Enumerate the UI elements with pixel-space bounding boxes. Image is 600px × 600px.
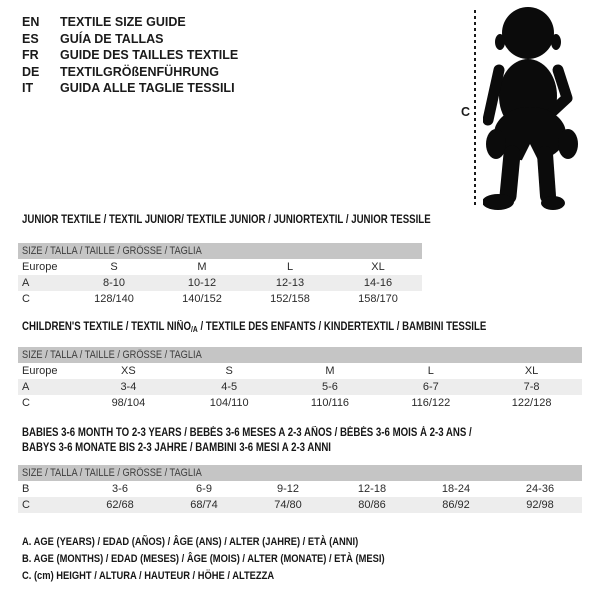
legend-line-a: A. AGE (YEARS) / EDAD (AÑOS) / ÂGE (ANS) / ALTER (JAHRE) / ETÀ (ANNI) — [22, 536, 359, 548]
age-cell: 8-10 — [102, 277, 126, 289]
language-label: GUÍA DE TALLAS — [60, 31, 164, 46]
babies-table-title — [22, 426, 557, 456]
junior-table-title: JUNIOR TEXTILE / TEXTIL JUNIOR/ TEXTILE JUNIOR / JUNIORTEXTIL / JUNIOR TESSILE — [22, 214, 431, 226]
table-row-europe — [18, 363, 582, 379]
size-header-label: SIZE / TALLA / TAILLE / GRÖSSE / TAGLIA — [22, 467, 202, 479]
size-cell: XS — [121, 365, 136, 377]
language-label: TEXTILGRÖßENFÜHRUNG — [60, 64, 220, 79]
table-row-height — [18, 497, 582, 513]
height-cell: 74/80 — [274, 499, 302, 511]
age-cell: 14-16 — [363, 277, 393, 289]
children-size-table — [18, 347, 582, 411]
height-cell: 152/158 — [270, 293, 310, 305]
size-header-bar — [18, 465, 582, 481]
months-cell: 6-9 — [196, 483, 212, 495]
size-cell: S — [110, 261, 118, 273]
size-header-bar — [18, 243, 422, 259]
months-cell: 9-12 — [276, 483, 300, 495]
age-cell: 5-6 — [322, 381, 338, 393]
size-cell: L — [286, 261, 294, 273]
children-title-main: CHILDREN'S TEXTILE / TEXTIL NIÑO — [22, 321, 192, 333]
babies-title-line2: BABYS 3-6 MONATE BIS 2-3 JAHRE / BAMBINI 3-6 MESI A 2-3 ANNI — [22, 442, 331, 454]
height-cell: 110/116 — [310, 397, 350, 409]
measure-legend — [22, 534, 449, 585]
language-row — [22, 80, 238, 97]
table-row-height — [18, 395, 582, 411]
age-cell: 4-5 — [221, 381, 238, 393]
age-cell: 7-8 — [523, 381, 540, 393]
height-cell: 92/98 — [526, 499, 554, 511]
months-cell: 3-6 — [112, 483, 128, 495]
babies-title-line1: BABIES 3-6 MONTH TO 2-3 YEARS / BEBÉS 3-6 MESES A 2-3 AÑOS / BÉBÉS 3-6 MOIS À 2-3 ANS / — [22, 427, 472, 439]
size-header-label: SIZE / TALLA / TAILLE / GRÖSSE / TAGLIA — [22, 349, 202, 361]
height-cell: 122/128 — [511, 397, 552, 409]
language-label: GUIDE DES TAILLES TEXTILE — [60, 48, 239, 62]
height-measure-label: C — [461, 105, 471, 119]
language-code: DE — [22, 64, 40, 79]
size-cell: S — [225, 365, 233, 377]
legend-line-c: C. (cm) HEIGHT / ALTURA / HAUTEUR / HÖHE / ALTEZZA — [22, 570, 275, 582]
junior-size-table — [18, 243, 422, 307]
height-cell: 86/92 — [442, 499, 470, 511]
language-code: ES — [22, 31, 39, 46]
table-row-months — [18, 481, 582, 497]
height-cell: 128/140 — [94, 293, 134, 305]
months-cell: 12-18 — [357, 483, 387, 495]
height-cell: 104/110 — [209, 397, 249, 409]
row-label: A — [22, 277, 30, 289]
size-cell: XL — [524, 365, 539, 377]
size-cell: M — [197, 261, 207, 273]
months-cell: 18-24 — [441, 483, 471, 495]
language-row — [22, 47, 238, 64]
language-row — [22, 14, 238, 31]
children-title-sub: /A — [191, 325, 198, 334]
height-cell: 80/86 — [358, 499, 386, 511]
row-label: C — [22, 499, 30, 511]
language-row — [22, 64, 238, 81]
language-label: TEXTILE SIZE GUIDE — [60, 15, 186, 29]
row-label: Europe — [22, 261, 58, 273]
table-row-age — [18, 379, 582, 395]
table-row-age — [18, 275, 422, 291]
months-cell: 24-36 — [525, 483, 555, 495]
row-label: C — [22, 397, 30, 409]
height-measure-line — [474, 10, 476, 206]
size-cell: XL — [371, 261, 385, 273]
language-code: IT — [22, 81, 34, 95]
age-cell: 12-13 — [275, 277, 305, 289]
baby-silhouette-icon — [483, 6, 582, 212]
babies-size-table — [18, 465, 582, 513]
row-label: B — [22, 483, 30, 495]
size-cell: M — [325, 365, 335, 377]
language-label: GUIDA ALLE TAGLIE TESSILI — [60, 81, 235, 95]
age-cell: 3-4 — [120, 381, 137, 393]
children-table-title — [22, 321, 486, 334]
language-code: FR — [22, 48, 39, 62]
row-label: A — [22, 381, 30, 393]
height-cell: 68/74 — [190, 499, 218, 511]
row-label: C — [22, 293, 30, 305]
age-cell: 6-7 — [422, 381, 439, 393]
size-cell: L — [427, 365, 434, 377]
height-cell: 98/104 — [111, 397, 146, 409]
age-cell: 10-12 — [187, 277, 217, 289]
height-cell: 62/68 — [106, 499, 134, 511]
legend-line-b: B. AGE (MONTHS) / EDAD (MESES) / ÂGE (MOIS) / ALTER (MONATE) / ETÀ (MESI) — [22, 553, 385, 565]
row-label: Europe — [22, 365, 58, 377]
height-cell: 116/122 — [411, 397, 451, 409]
size-header-bar — [18, 347, 582, 363]
children-title-rest: / TEXTILE DES ENFANTS / KINDERTEXTIL / BAMBINI TESSILE — [197, 321, 487, 333]
table-row-europe — [18, 259, 422, 275]
table-row-height — [18, 291, 422, 307]
height-cell: 140/152 — [182, 293, 222, 305]
size-header-label: SIZE / TALLA / TAILLE / GRÖSSE / TAGLIA — [22, 245, 202, 257]
language-row — [22, 31, 238, 48]
height-cell: 158/170 — [358, 293, 398, 305]
language-list — [22, 14, 238, 97]
language-code: EN — [22, 15, 40, 29]
